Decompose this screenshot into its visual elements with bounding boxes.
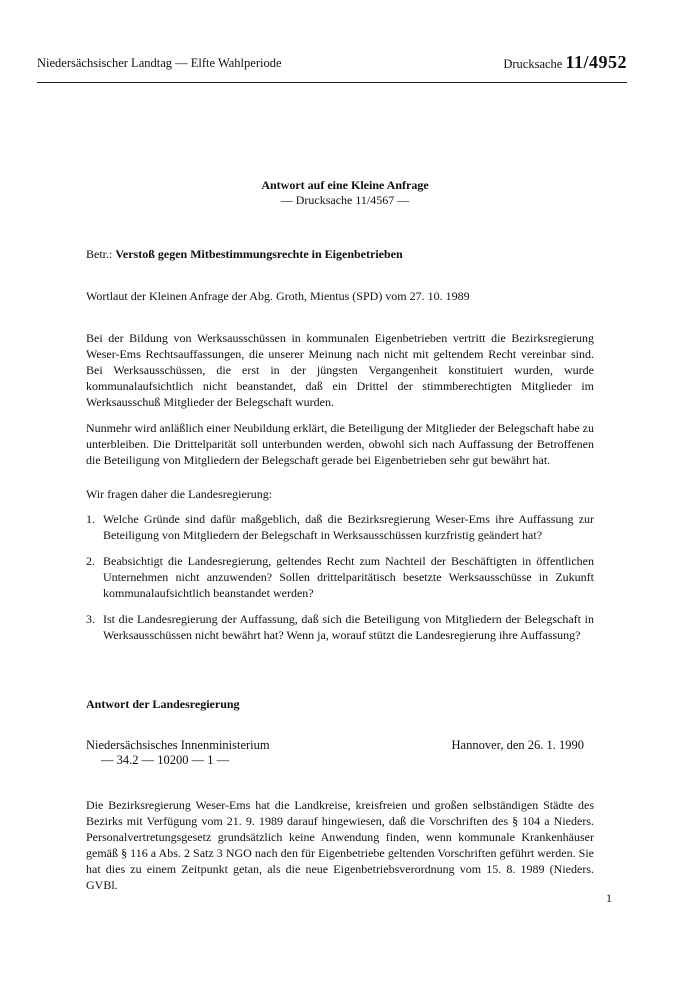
title-line-1: Antwort auf eine Kleine Anfrage	[261, 178, 429, 192]
list-item	[86, 553, 594, 601]
title-line-2: — Drucksache 11/4567 —	[280, 193, 410, 207]
list-item	[86, 611, 594, 643]
paragraph-3: Wir fragen daher die Landesregierung:	[86, 487, 273, 501]
answer-body: Die Bezirksregierung Weser-Ems hat die Landkreise, kreisfreien und großen selbständigen Städte des Bezirks mit Verfügung vom 21. 9. 1989 darauf hingewiesen, daß die Vorschriften des § 104 a Nieders. Personalvertretungsgesetz grundsätzlich keine Anwendung finden, wenn kommunale Krankenhäuser gemäß § 116 a Abs. 2 Satz 3 NGO nach den für Eigenbetriebe geltenden Vorschriften geführt werden. Sie hat dies zu einem Zeitpunkt getan, als die neue Eigenbetriebsverordnung vom 15. 8. 1989 (Nieders. GVBl.	[86, 798, 594, 892]
parliament-period: Niedersächsischer Landtag — Elfte Wahlperiode	[37, 56, 282, 70]
paragraph-1: Bei der Bildung von Werksausschüssen in kommunalen Eigenbetrieben vertritt die Bezirksregierung Weser-Ems Rechtsauffassungen, die unserer Meinung nach nicht mit geltendem Recht vereinbar sind. Bei Werksausschüssen, die erst in der jüngsten Vergangenheit konstituiert wurden, wurde kommunalaufsichtlich nicht beanstandet, daß ein Drittel der stimmberechtigten Mitglieder im Werksausschuß Mitglieder der Belegschaft wurden.	[86, 331, 594, 409]
document-number-label: Drucksache	[503, 57, 563, 71]
file-reference: — 34.2 — 10200 — 1 —	[101, 753, 230, 767]
subject-prefix: Betr.:	[86, 247, 113, 261]
question-text: Beabsichtigt die Landesregierung, geltendes Recht zum Nachteil der Beschäftigten in öffentlichen Unternehmen nicht anzuwenden? Sollen drittelparitätisch besetzte Werksausschüsse in Zukunft kommunalaufsichtlich beanstandet werden?	[103, 554, 594, 600]
subject-text: Verstoß gegen Mitbestimmungsrechte in Eigenbetrieben	[115, 247, 403, 261]
question-text: Welche Gründe sind dafür maßgeblich, daß die Bezirksregierung Weser-Ems ihre Auffassung zur Beteiligung von Mitgliedern der Belegschaft in Werksausschüssen kurzfristig geändert hat?	[103, 512, 594, 542]
question-number: 3.	[86, 612, 95, 626]
ministry-name: Niedersächsisches Innenministerium	[86, 738, 270, 752]
subject-line	[86, 246, 594, 262]
question-text: Ist die Landesregierung der Auffassung, daß sich die Beteiligung von Mitgliedern der Belegschaft in Werksausschüssen nicht bewährt hat? Wenn ja, worauf stützt die Landesregierung ihre Auffassung?	[103, 612, 594, 642]
question-number: 1.	[86, 512, 95, 526]
header-rule	[37, 82, 627, 83]
document-title	[50, 178, 640, 208]
question-number: 2.	[86, 554, 95, 568]
page-header	[37, 54, 627, 74]
document-number-value: 11/4952	[565, 52, 627, 72]
inquiry-wording: Wortlaut der Kleinen Anfrage der Abg. Groth, Mientus (SPD) vom 27. 10. 1989	[86, 289, 470, 303]
answer-heading: Antwort der Landesregierung	[86, 697, 240, 711]
list-item	[86, 511, 594, 543]
paragraph-2: Nunmehr wird anläßlich einer Neubildung erklärt, die Beteiligung der Mitglieder der Belegschaft habe zu unterbleiben. Die Drittelparität soll unterbunden werden, obwohl sich nach Auffassung der Betroffenen die Beteiligung von Mitgliedern der Belegschaft gerade bei Eigenbetrieben sehr gut bewährt hat.	[86, 421, 594, 467]
document-number	[503, 52, 627, 73]
question-list	[86, 511, 594, 653]
page-number: 1	[606, 891, 612, 905]
place-and-date: Hannover, den 26. 1. 1990	[451, 738, 584, 752]
